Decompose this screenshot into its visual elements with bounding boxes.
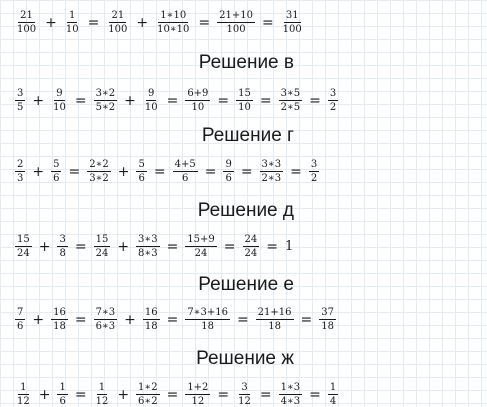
denominator: 18 [268,321,281,332]
fraction [64,10,81,35]
plus-sign: + [117,163,130,180]
plus-sign: + [32,163,45,180]
equals-sign: = [309,92,321,109]
numerator: 3 [17,88,24,99]
denominator: 6 [59,396,66,407]
numerator: 2 [17,159,24,170]
equals-sign: = [266,238,278,255]
fraction [328,382,338,407]
fraction [94,382,111,407]
fraction [281,10,304,35]
numerator: 1 [69,10,76,21]
equals-sign: = [259,92,272,109]
denominator: 24 [194,248,208,259]
fraction [236,382,253,407]
plus-sign: + [117,386,130,403]
equals-sign: = [236,311,249,328]
equals-sign: = [74,238,87,255]
equals-sign: = [74,92,87,109]
fraction [51,159,61,184]
numerator: 1∗3 [280,382,301,393]
equation-b [14,10,305,35]
fraction [15,88,25,113]
denominator: 12 [191,396,205,407]
heading-solution-zh: Решение ж [196,348,294,369]
fraction [185,234,216,259]
fraction [143,307,160,332]
numerator: 3 [59,234,66,245]
denominator: 100 [282,24,302,35]
equals-sign: = [300,311,313,328]
fraction [185,307,230,332]
numerator: 31 [285,10,299,21]
fraction [260,159,284,184]
denominator: 4∗3 [280,396,301,407]
fraction [15,159,25,184]
numerator: 6+9 [187,88,209,99]
fraction [243,234,260,259]
denominator: 18 [201,321,214,332]
numerator: 3∗3 [261,159,282,170]
fraction [94,234,111,259]
numerator: 21 [111,10,125,21]
denominator: 24 [17,248,30,259]
equation-v [14,88,339,113]
equation-e [14,307,337,332]
fraction [279,88,303,113]
equals-sign: = [309,386,321,403]
numerator: 5 [138,159,145,170]
denominator: 10 [191,102,205,113]
denominator: 5 [17,102,24,113]
denominator: 5∗2 [95,102,116,113]
numerator: 1 [59,382,66,393]
numerator: 15 [95,234,109,245]
numerator: 3∗3 [138,234,158,245]
denominator: 10∗10 [157,24,190,35]
denominator: 6 [53,173,60,184]
equals-sign: = [153,163,166,180]
fraction [185,382,210,407]
numerator: 21+10 [219,10,253,21]
fraction [87,159,111,184]
fraction [106,10,129,35]
fraction [217,10,255,35]
equals-sign: = [198,14,211,31]
numerator: 15 [17,234,30,245]
fraction [309,159,319,184]
numerator: 15+9 [187,234,215,245]
heading-solution-g: Решение г [201,125,294,146]
denominator: 8∗3 [138,248,158,259]
fraction [319,307,336,332]
numerator: 3∗5 [280,88,301,99]
denominator: 10 [238,102,251,113]
denominator: 10 [53,102,66,113]
denominator: 2 [310,173,318,184]
denominator: 6 [138,173,145,184]
denominator: 18 [321,321,334,332]
equals-sign: = [166,311,179,328]
numerator: 1 [329,382,337,393]
numerator: 9 [148,88,155,99]
fraction [94,307,118,332]
heading-solution-v: Решение в [198,52,294,73]
numerator: 2∗2 [89,159,109,170]
fraction [155,10,191,35]
equals-sign: = [259,386,272,403]
equals-sign: = [166,386,179,403]
plus-sign: + [38,238,51,255]
denominator: 10 [65,24,79,35]
denominator: 18 [53,321,66,332]
fraction [94,88,118,113]
equation-zh [14,382,339,407]
fraction [143,88,160,113]
fraction [328,88,338,113]
equals-sign: = [217,386,230,403]
plus-sign: + [45,14,57,31]
heading-solution-d: Решение д [197,200,294,221]
equals-sign: = [68,163,81,180]
numerator: 3∗2 [95,88,116,99]
fraction [15,10,38,35]
numerator: 1∗2 [138,382,158,393]
fraction [279,382,303,407]
denominator: 6 [17,321,24,332]
numerator: 7∗3+16 [187,307,228,318]
equals-sign: = [217,92,230,109]
numerator: 5 [53,159,60,170]
equals-sign: = [204,163,217,180]
equals-sign: = [223,238,236,255]
numerator: 16 [144,307,158,318]
numerator: 3 [329,88,337,99]
denominator: 8 [59,248,66,259]
numerator: 9 [225,159,232,170]
denominator: 2∗5 [280,102,301,113]
fraction [15,307,25,332]
equals-sign: = [87,14,100,31]
plus-sign: + [124,311,136,328]
denominator: 24 [95,248,109,259]
fraction [185,88,210,113]
equals-sign: = [74,311,87,328]
plus-sign: + [124,92,136,109]
denominator: 3 [17,173,24,184]
numerator: 7∗3 [95,307,116,318]
equals-sign: = [290,163,302,180]
plus-sign: + [117,238,130,255]
numerator: 21 [20,10,33,21]
equals-sign: = [74,386,87,403]
plus-sign: + [38,386,51,403]
denominator: 6 [225,173,232,184]
denominator: 100 [17,24,37,35]
denominator: 12 [238,396,251,407]
equals-sign: = [166,92,179,109]
fraction [136,382,160,407]
denominator: 2 [329,102,337,113]
denominator: 24 [244,248,258,259]
denominator: 12 [95,396,109,407]
fraction [136,234,160,259]
fraction [57,234,67,259]
denominator: 6∗3 [95,321,116,332]
numerator: 1∗10 [160,10,187,21]
equals-sign: = [240,163,253,180]
denominator: 6 [181,173,189,184]
equals-sign: = [261,14,274,31]
fraction [136,159,146,184]
numerator: 7 [17,307,24,318]
fraction [236,88,253,113]
denominator: 100 [108,24,128,35]
denominator: 4 [329,396,337,407]
equals-sign: = [166,238,179,255]
equation-d [14,234,293,259]
plus-sign: + [136,14,149,31]
integer-result: 1 [284,239,294,254]
fraction [256,307,294,332]
numerator: 9 [56,88,63,99]
numerator: 24 [244,234,258,245]
numerator: 16 [53,307,66,318]
denominator: 2∗3 [261,173,282,184]
fraction [51,307,68,332]
numerator: 21+16 [257,307,292,318]
plus-sign: + [32,311,45,328]
numerator: 4+5 [174,159,196,170]
heading-solution-e: Решение е [198,274,294,295]
fraction [15,234,32,259]
numerator: 1 [20,382,27,393]
denominator: 3∗2 [89,173,109,184]
denominator: 12 [17,396,30,407]
denominator: 6∗2 [138,396,158,407]
numerator: 1 [98,382,106,393]
denominator: 10 [144,102,158,113]
fraction [173,159,198,184]
equation-g [14,159,320,184]
numerator: 1+2 [187,382,209,393]
denominator: 18 [144,321,158,332]
fraction [15,382,32,407]
fraction [57,382,67,407]
fraction [223,159,233,184]
plus-sign: + [32,92,45,109]
denominator: 100 [226,24,246,35]
numerator: 3 [241,382,248,393]
numerator: 15 [238,88,251,99]
numerator: 37 [321,307,334,318]
numerator: 3 [310,159,318,170]
fraction [51,88,68,113]
